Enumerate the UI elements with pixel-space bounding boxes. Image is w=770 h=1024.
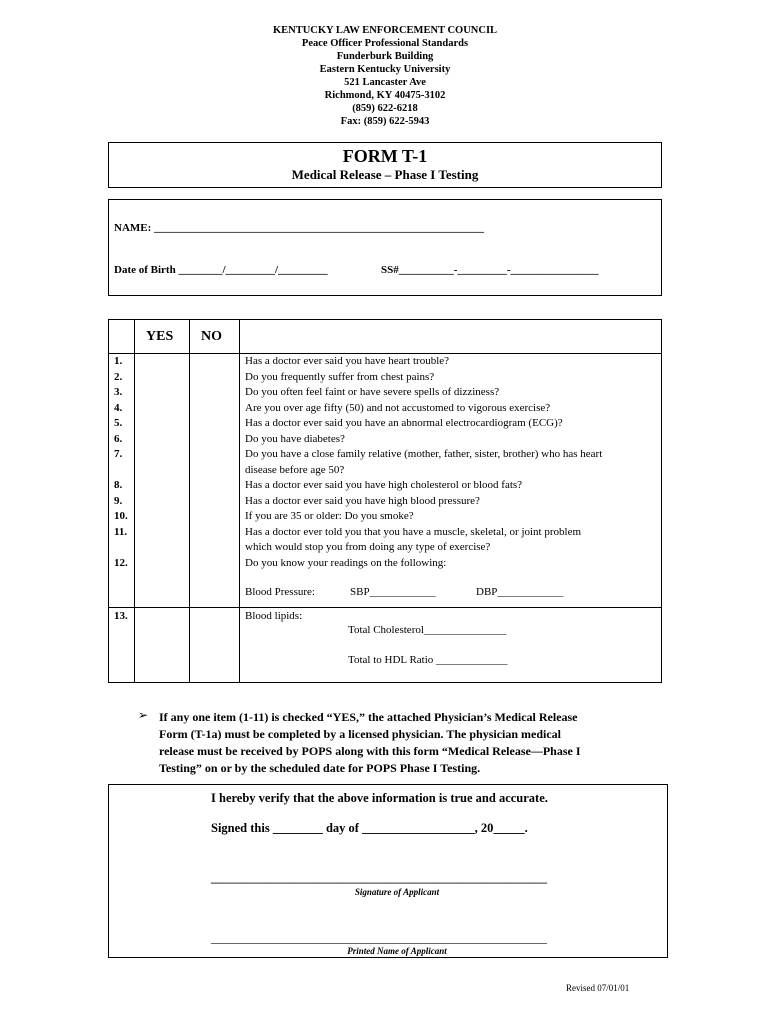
item-number: 8. bbox=[114, 479, 123, 491]
blood-pressure-label: Blood Pressure: bbox=[245, 586, 315, 598]
question-text: Do you know your readings on the following: bbox=[245, 556, 447, 569]
name-field[interactable]: NAME: ____________________________________________________________ bbox=[114, 222, 485, 234]
street-address: 521 Lancaster Ave bbox=[344, 77, 426, 88]
col-divider bbox=[134, 320, 135, 682]
no-column-header: NO bbox=[201, 329, 222, 344]
blood-lipids-label: Blood lipids: bbox=[245, 610, 303, 622]
form-subtitle: Medical Release – Phase I Testing bbox=[291, 167, 479, 182]
col-divider bbox=[189, 320, 190, 682]
sbp-field[interactable]: SBP____________ bbox=[350, 586, 436, 598]
question-text: which would stop you from doing any type of exercise? bbox=[245, 541, 491, 553]
yes-column-header: YES bbox=[146, 329, 174, 344]
item-number: 1. bbox=[114, 355, 123, 367]
question-text: Do you often feel faint or have severe spells of dizziness? bbox=[245, 386, 500, 398]
phone-number: (859) 622-6218 bbox=[352, 103, 418, 114]
question-text: Has a doctor ever told you that you have a muscle, skeletal, or joint problem bbox=[245, 525, 582, 538]
verification-box bbox=[108, 784, 668, 958]
question-text: If you are 35 or older: Do you smoke? bbox=[245, 510, 414, 522]
dbp-field[interactable]: DBP____________ bbox=[476, 586, 564, 598]
applicant-info-box bbox=[108, 199, 662, 296]
printed-name-caption: Printed Name of Applicant bbox=[347, 946, 447, 956]
item-number: 7. bbox=[114, 448, 123, 460]
item-number: 4. bbox=[114, 401, 123, 414]
question-text: Do you have diabetes? bbox=[245, 432, 345, 445]
division-name: Peace Officer Professional Standards bbox=[301, 38, 469, 49]
item-number: 9. bbox=[114, 494, 123, 507]
signature-caption: Signature of Applicant bbox=[354, 887, 440, 897]
university-name: Eastern Kentucky University bbox=[319, 64, 451, 75]
verify-statement: I hereby verify that the above information is true and accurate. bbox=[211, 791, 548, 805]
question-text: disease before age 50? bbox=[245, 463, 345, 476]
question-text: Has a doctor ever said you have heart trouble? bbox=[245, 355, 450, 367]
row-divider bbox=[109, 607, 661, 608]
question-text: Do you frequently suffer from chest pains? bbox=[245, 370, 435, 383]
city-address: Richmond, KY 40475-3102 bbox=[324, 90, 446, 101]
org-name: KENTUCKY LAW ENFORCEMENT COUNCIL bbox=[272, 25, 498, 36]
question-table bbox=[108, 319, 662, 683]
question-text: Do you have a close family relative (mother, father, sister, brother) who has heart bbox=[245, 448, 603, 460]
notice-line: Testing” on or by the scheduled date for POPS Phase I Testing. bbox=[159, 761, 481, 775]
total-cholesterol-field[interactable]: Total Cholesterol_______________ bbox=[348, 624, 507, 636]
question-text: Has a doctor ever said you have high cholesterol or blood fats? bbox=[245, 479, 523, 491]
dob-field[interactable]: Date of Birth ________/_________/_________ bbox=[114, 264, 328, 276]
arrow-bullet-icon: ➢ bbox=[138, 708, 149, 722]
notice-line: Form (T-1a) must be completed by a licensed physician. The physician medical bbox=[159, 727, 562, 741]
item-number: 11. bbox=[114, 525, 128, 538]
fax-number: Fax: (859) 622-5943 bbox=[340, 116, 430, 127]
col-divider bbox=[239, 320, 240, 682]
item-number: 13. bbox=[114, 610, 128, 622]
notice-line: release must be received by POPS along with this form “Medical Release—Phase I bbox=[159, 744, 581, 758]
notice-line: If any one item (1-11) is checked “YES,” the attached Physician’s Medical Release bbox=[159, 710, 578, 724]
item-number: 3. bbox=[114, 386, 123, 398]
question-text: Has a doctor ever said you have high blood pressure? bbox=[245, 494, 480, 507]
signature-line[interactable]: ________________________________________________________ bbox=[211, 871, 547, 885]
item-number: 12. bbox=[114, 556, 128, 569]
revision-date: Revised 07/01/01 bbox=[566, 983, 630, 993]
question-text: Are you over age fifty (50) and not accustomed to vigorous exercise? bbox=[245, 401, 551, 414]
item-number: 5. bbox=[114, 417, 123, 429]
item-number: 2. bbox=[114, 370, 123, 383]
item-number: 10. bbox=[114, 510, 128, 522]
printed-name-line[interactable]: ________________________________________________________ bbox=[211, 931, 547, 945]
signed-date-field[interactable]: Signed this ________ day of __________________, 20_____. bbox=[211, 821, 528, 835]
hdl-ratio-field[interactable]: Total to HDL Ratio _____________ bbox=[348, 654, 508, 666]
question-text: Has a doctor ever said you have an abnormal electrocardiogram (ECG)? bbox=[245, 417, 563, 429]
item-number: 6. bbox=[114, 432, 123, 445]
form-title: FORM T-1 bbox=[342, 146, 428, 166]
building-name: Funderburk Building bbox=[336, 51, 434, 62]
ss-field[interactable]: SS#__________-_________-________________ bbox=[381, 264, 599, 276]
form-title-box bbox=[108, 142, 662, 188]
